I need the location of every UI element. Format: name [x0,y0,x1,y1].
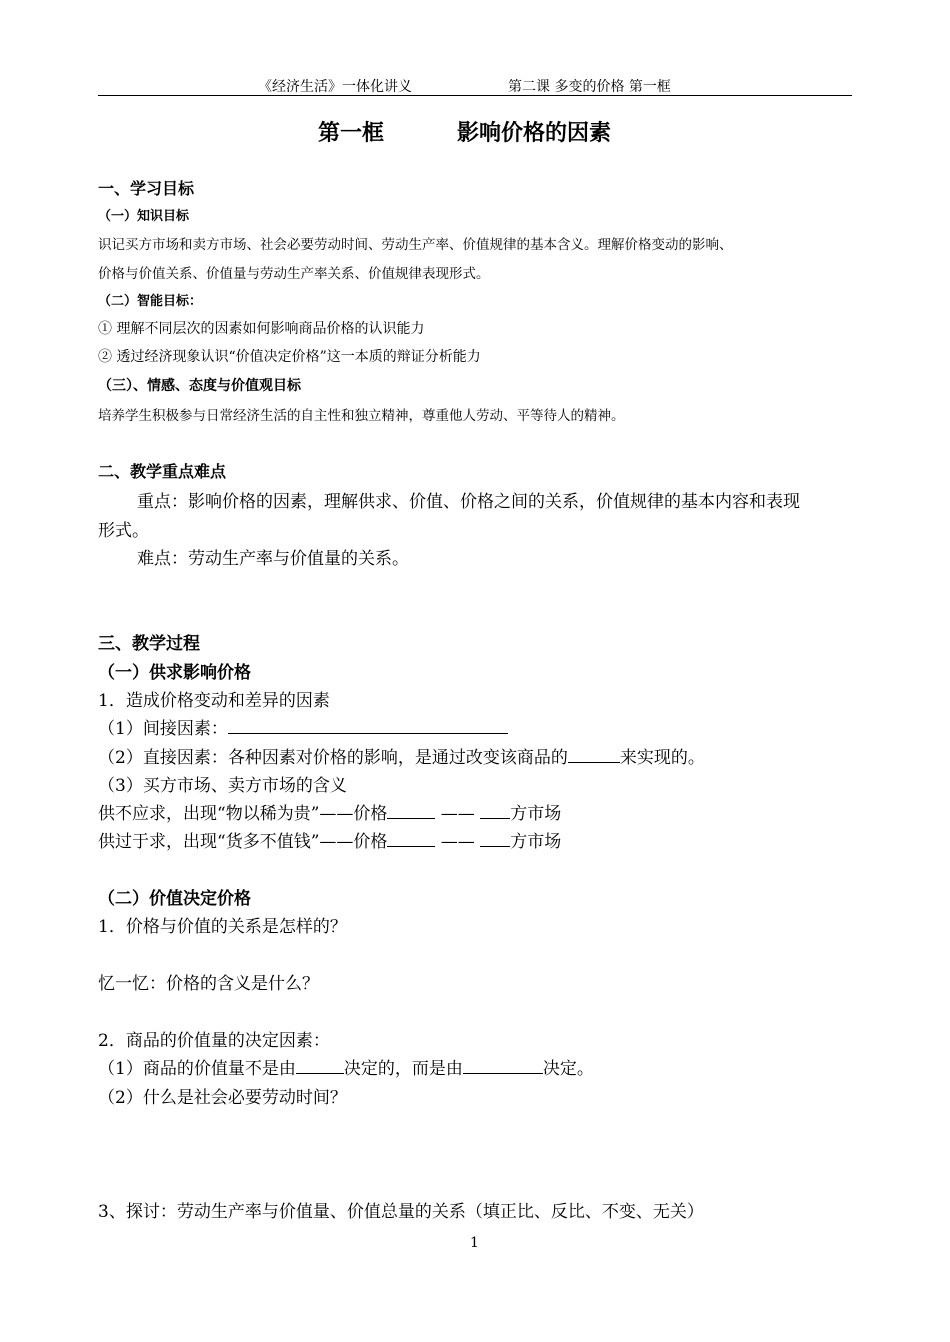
shortage-market-suffix: 方市场 [510,804,562,824]
section1-heading: 一、学习目标 [98,179,195,198]
section3-heading: 三、教学过程 [98,634,200,654]
value-determinant-label: （1）商品的价值量不是由 [98,1059,296,1079]
direct-factor-label: （2）直接因素：各种因素对价格的影响，是通过改变该商品的 [98,748,568,768]
value-determinant-blank1[interactable] [296,1056,344,1074]
section3-part2-q2: 2．商品的价值量的决定因素： [98,1031,330,1051]
value-determinant-row [98,1054,594,1079]
section3-part2-q2-item2: （2）什么是社会必要劳动时间？ [98,1088,347,1108]
page-title-part2: 影响价格的因素 [457,120,612,146]
page-title-part1: 第一框 [318,120,385,146]
indirect-factor-blank[interactable] [228,716,508,734]
section3-part1-heading: （一）供求影响价格 [98,663,251,683]
section3-part2-q3: 3、探讨：劳动生产率与价值量、价值总量的关系（填正比、反比、不变、无关） [98,1202,704,1222]
section2-key-line2: 形式。 [98,521,149,541]
shortage-row [98,799,561,824]
surplus-market-suffix: 方市场 [510,832,562,852]
indirect-factor-label: （1）间接因素： [98,719,228,739]
surplus-dash: —— [435,832,481,852]
header-left: 《经济生活》一体化讲义 [258,79,412,95]
section1-sub3-text: 培养学生积极参与日常经济生活的自主性和独立精神，尊重他人劳动、平等待人的精神。 [98,408,625,424]
section3-part2-heading: （二）价值决定价格 [98,889,251,909]
shortage-dash: —— [435,804,481,824]
page-number: 1 [470,1235,479,1251]
section3-part2-recall: 忆一忆：价格的含义是什么？ [98,974,319,994]
surplus-text: 供过于求，出现“货多不值钱”——价格 [98,832,388,852]
section1-sub3-heading: （三）、情感、态度与价值观目标 [98,378,301,394]
direct-factor-blank[interactable] [568,745,620,763]
section1-sub1-heading: （一）知识目标 [98,209,190,224]
value-determinant-blank2[interactable] [463,1056,543,1074]
shortage-price-blank[interactable] [387,801,435,819]
section1-sub1-line2: 价格与价值关系、价值量与劳动生产率关系、价值规律表现形式。 [98,266,490,282]
surplus-price-blank[interactable] [387,829,435,847]
direct-factor-row [98,743,705,768]
section2-difficulty: 难点：劳动生产率与价值量的关系。 [137,549,409,569]
section2-key-line1: 重点：影响价格的因素，理解供求、价值、价格之间的关系，价值规律的基本内容和表现 [137,492,800,512]
section1-sub2-item2: ② 透过经济现象认识“价值决定价格”这一本质的辩证分析能力 [98,349,481,365]
section3-part1-q1: 1．造成价格变动和差异的因素 [98,691,330,711]
surplus-market-blank[interactable] [480,829,510,847]
header-right: 第二课 多变的价格 第一框 [508,79,671,95]
value-determinant-middle: 决定的，而是由 [343,1059,463,1079]
header-rule [98,95,852,96]
direct-factor-suffix: 来实现的。 [619,748,705,768]
surplus-row [98,827,561,852]
shortage-text: 供不应求，出现“物以稀为贵”——价格 [98,804,388,824]
section1-sub1-line1: 识记买方市场和卖方市场、社会必要劳动时间、劳动生产率、价值规律的基本含义。理解价格变动的影响、 [98,237,733,253]
section1-sub2-item1: ① 理解不同层次的因素如何影响商品价格的认识能力 [98,321,425,337]
shortage-market-blank[interactable] [480,801,510,819]
market-definition-item: （3）买方市场、卖方市场的含义 [98,776,347,796]
indirect-factor-row [98,714,508,739]
section2-heading: 二、教学重点难点 [98,462,227,481]
section1-sub2-heading: （二）智能目标： [98,294,203,309]
section3-part2-q1: 1．价格与价值的关系是怎样的？ [98,917,347,937]
value-determinant-suffix: 决定。 [542,1059,594,1079]
